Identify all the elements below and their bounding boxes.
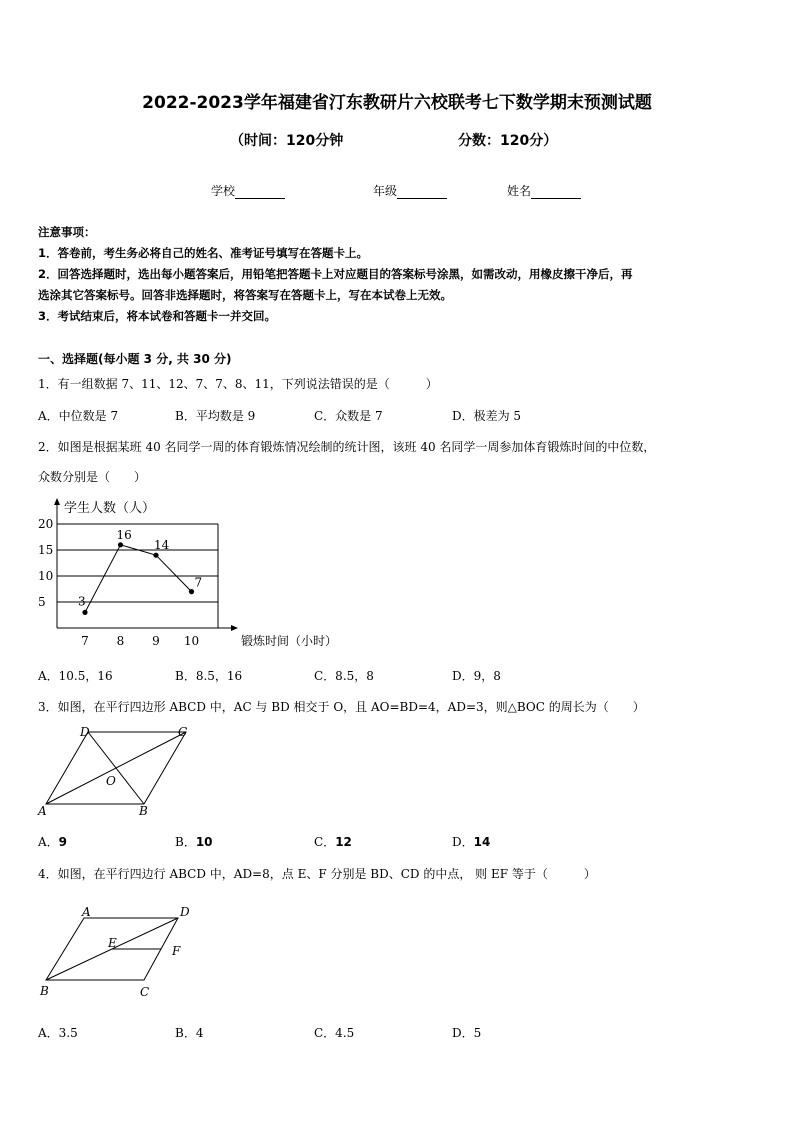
name-field[interactable] [507,182,581,199]
q3-option-a-letter: A． [38,835,59,849]
q2-stem-line1: 2．如图是根据某班 40 名同学一周的体育锻炼情况绘制的统计图，该班 40 名同学一周参加体育锻炼时间的中位数， [38,440,656,454]
data-label: 16 [116,527,132,542]
x-axis-arrow [231,625,238,631]
school-field[interactable] [211,182,285,199]
q3-option-d[interactable] [452,833,490,850]
q2-option-b[interactable]: B．8.5，16 [175,669,243,683]
x-tick-label: 9 [152,634,160,648]
x-tick-label: 8 [116,634,125,648]
q3-label-c: C [178,725,188,739]
data-point [153,553,158,558]
q1-option-d[interactable]: D．极差为 5 [452,409,522,423]
q1-option-a[interactable]: A．中位数是 7 [38,409,119,423]
q4-option-b[interactable]: B．4 [175,1026,204,1040]
y-axis-arrow [54,498,60,505]
y-axis-title: 学生人数（人） [64,501,156,516]
q4-option-a[interactable]: A．3.5 [38,1026,78,1040]
q2-option-d[interactable]: D．9，8 [452,669,501,683]
q4-label-d: D [180,905,190,919]
q3-label-b: B [139,804,148,818]
page-title: 2022-2023学年福建省汀东教研片六校联考七下数学期末预测试题 [142,93,652,113]
q3-label-d: D [80,725,90,739]
q3-option-b[interactable] [175,833,213,850]
grade-field[interactable] [373,182,447,199]
section-heading: 一、选择题(每小题 3 分, 共 30 分) [38,352,232,366]
q1-option-c[interactable]: C．众数是 7 [314,409,383,423]
q3-parallelogram-figure [34,722,196,820]
q3-option-a[interactable] [38,833,67,850]
exam-score: 分数：120分） [458,133,558,149]
q3-option-d-letter: D． [452,835,474,849]
y-tick-label: 20 [38,517,54,531]
x-tick-label: 7 [81,634,89,648]
y-tick-label: 15 [38,543,54,557]
q1-stem: 1．有一组数据 7、11、12、7、7、8、11，下列说法错误的是（ ） [38,377,438,391]
q3-option-c[interactable] [314,833,352,850]
school-label: 学校 [211,184,236,198]
q4-label-e: E [108,936,117,950]
x-axis-title: 锻炼时间（小时） [241,634,338,648]
q4-option-d[interactable]: D．5 [452,1026,482,1040]
q3-label-o: O [106,774,116,788]
data-point [82,610,87,615]
note-2-continued: 选涂其它答案标号。回答非选择题时，将答案写在答题卡上，写在本试卷上无效。 [38,288,452,302]
data-label: 3 [78,594,86,609]
q2-option-c[interactable]: C．8.5，8 [314,669,374,683]
q4-label-a: A [82,905,91,919]
q4-option-c[interactable]: C．4.5 [314,1026,355,1040]
y-tick-label: 5 [38,595,46,609]
q2-option-a[interactable]: A．10.5，16 [38,669,113,683]
data-label: 7 [194,575,203,590]
grade-label: 年级 [373,184,398,198]
q4-label-c: C [140,985,150,999]
data-point [118,542,123,547]
exam-time: （时间：120分钟 [230,133,344,149]
q3-stem: 3．如图，在平行四边形 ABCD 中，AC 与 BD 相交于 O，且 AO=BD=4，AD=3，则△BOC 的周长为（ ） [38,700,645,714]
note-3: 3．考试结束后，将本试卷和答题卡一并交回。 [38,309,276,323]
q3-label-a: A [38,804,47,818]
q2-line-chart [30,492,360,654]
q3-option-d-value: 14 [473,835,491,849]
data-point [189,589,194,594]
y-tick-label: 10 [38,569,54,583]
q3-option-b-value: 10 [195,835,213,849]
data-label: 14 [154,538,170,553]
q1-option-b[interactable]: B．平均数是 9 [175,409,256,423]
q3-option-b-letter: B． [175,835,196,849]
q3-diagonal-bd [88,732,144,804]
note-1: 1．答卷前，考生务必将自己的姓名、准考证号填写在答题卡上。 [38,246,368,260]
q4-label-f: F [172,944,181,958]
q2-stem-line2: 众数分别是（ ） [38,470,147,484]
q4-stem: 4．如图，在平行四边行 ABCD 中，AD=8，点 E、F 分别是 BD、CD 的中点， 则 EF 等于（ ） [38,867,596,881]
x-tick-label: 10 [183,634,200,648]
q4-parallelogram-figure [34,902,204,1002]
q3-option-a-value: 9 [58,835,68,849]
q4-label-b: B [40,984,49,998]
name-label: 姓名 [507,184,532,198]
notes-heading: 注意事项： [38,225,96,239]
q3-option-c-letter: C． [314,835,336,849]
q3-option-c-value: 12 [335,835,352,849]
note-2: 2．回答选择题时，选出每小题答案后，用铅笔把答题卡上对应题目的答案标号涂黑，如需改动，用橡皮擦干净后，再 [38,267,633,281]
